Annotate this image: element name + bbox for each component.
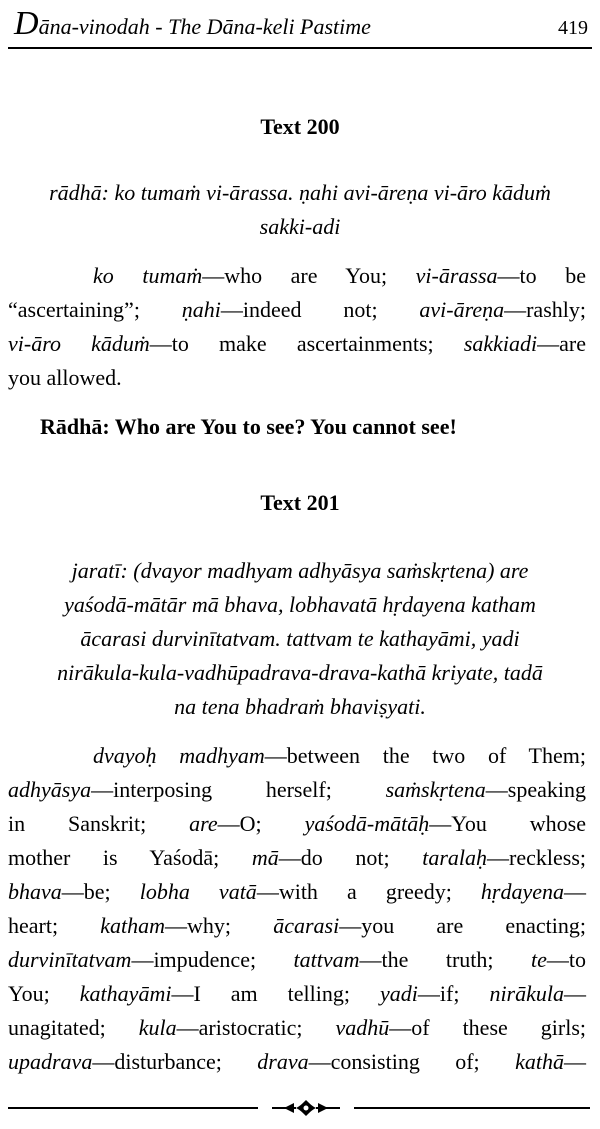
synonyms-line: vi-āro kāduṁ—to make ascertainments; sakkiadi—are (8, 331, 586, 356)
page-number: 419 (558, 17, 588, 39)
text-201-heading: Text 201 (260, 490, 340, 515)
header-rule (8, 47, 592, 49)
synonyms-line: ko tumaṁ—who are You; vi-ārassa—to be (93, 263, 586, 288)
verse-line: jaratī: (dvayor madhyam adhyāsya saṁskṛtena) are (71, 558, 529, 583)
synonyms-line: heart; katham—why; ācarasi—you are enacting; (8, 913, 586, 938)
page-header (8, 5, 592, 48)
text-200-heading: Text 200 (260, 114, 340, 139)
verse-line: na tena bhadraṁ bhaviṣyati. (174, 694, 426, 719)
synonyms-line: “ascertaining”; ṇahi—indeed not; avi-āreṇa—rashly; (8, 297, 586, 322)
text-200-translation: Rādhā: Who are You to see? You cannot see! (40, 414, 457, 439)
page-footer (0, 1098, 600, 1118)
text-200-verse (8, 176, 592, 244)
footer-rule-left (8, 1107, 258, 1109)
footer-rule-right (354, 1107, 590, 1109)
text-201-verse (8, 554, 592, 724)
verse-line: rādhā: ko tumaṁ vi-ārassa. ṇahi avi-āreṇa vi-āro kāduṁ (49, 180, 551, 205)
text-201-synonyms (8, 739, 586, 1079)
verse-line: nirākula-kula-vadhūpadrava-drava-kathā kriyate, tadā (57, 660, 543, 685)
synonyms-line: upadrava—disturbance; drava—consisting of; kathā— (8, 1049, 586, 1074)
title-text: āna-vinodah - The Dāna-keli Pastime (38, 14, 371, 39)
synonyms-line: unagitated; kula—aristocratic; vadhū—of these girls; (8, 1015, 586, 1040)
running-title (14, 5, 371, 42)
text-200-synonyms (8, 259, 586, 395)
synonyms-line: you allowed. (8, 365, 122, 390)
verse-line: sakki-adi (259, 214, 341, 239)
verse-line: ācarasi durvinītatvam. tattvam te kathayāmi, yadi (80, 626, 520, 651)
synonyms-line: You; kathayāmi—I am telling; yadi—if; nirākula— (8, 981, 586, 1006)
synonyms-line: in Sanskrit; are—O; yaśodā-mātāḥ—You whose (8, 811, 587, 836)
synonyms-line: adhyāsya—interposing herself; saṁskṛtena—speaking (8, 777, 586, 802)
synonyms-line: mother is Yaśodā; mā—do not; taralaḥ—reckless; (8, 845, 586, 870)
fleuron-ornament-icon (270, 1098, 342, 1118)
synonyms-line: dvayoḥ madhyam—between the two of Them; (93, 743, 586, 768)
verse-line: yaśodā-mātār mā bhava, lobhavatā hṛdayena katham (64, 592, 536, 617)
synonyms-line: bhava—be; lobha vatā—with a greedy; hṛdayena— (8, 879, 586, 904)
synonyms-line: durvinītatvam—impudence; tattvam—the truth; te—to (8, 947, 586, 972)
title-dropcap: D (14, 5, 39, 42)
